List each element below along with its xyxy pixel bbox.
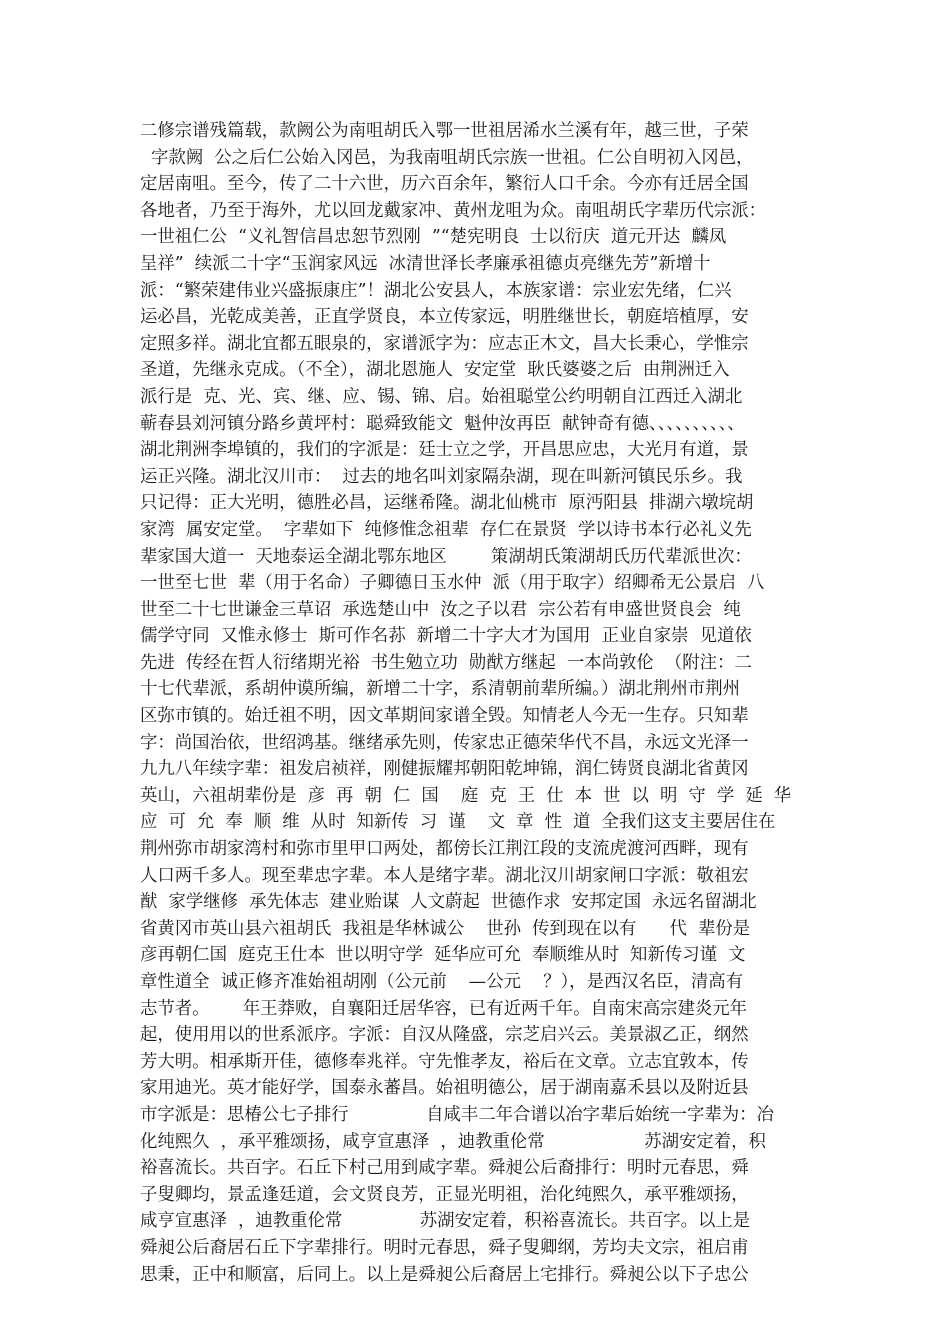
text-line: 彦再朝仁国 庭克王仕本 世以明守学 延华应可允 奉顺维从时 知新传习谨 文 (140, 945, 746, 966)
genealogy-text-body (140, 118, 820, 1288)
text-line: 裕喜流长。共百字。石丘下村己用到咸字辈。舜昶公后裔排行：明时元春思，舜 (140, 1158, 749, 1179)
text-line: 化纯熙久 ，承平雅颂扬，咸亨宣惠泽 ，迪教重伦常 苏湖安定着，积 (140, 1131, 766, 1152)
text-line: 起，使用用以的世系派序。字派：自汉从隆盛，宗芝启兴云。美景淑乙正，纲然 (140, 1025, 749, 1046)
text-line: 人口两千多人。现至辈忠字辈。本人是绪字辈。湖北汉川胡家闸口字派：敬祖宏 (140, 865, 749, 886)
text-line: 舜昶公后裔居石丘下字辈排行。明时元春思，舜子叟卿纲，芳均夫文宗，祖启甫 (140, 1237, 749, 1258)
text-line: 一世祖仁公 “义礼智信昌忠恕节烈刚 ”“楚宪明良 士以衍庆 道元开达 麟凤 (140, 227, 727, 248)
text-line: 英山，六祖胡辈份是 彦 再 朝 仁 国 庭 克 王 仕 本 世 以 明 守 学 延 华 (140, 785, 792, 806)
text-line: 字款阙 公之后仁公始入冈邑，为我南咀胡氏宗族一世祖。仁公自明初入冈邑， (140, 147, 754, 168)
text-line: 章性道全 诚正修齐准始祖胡刚（公元前 —公元 ？），是西汉名臣，清高有 (140, 972, 744, 992)
text-line: 区弥市镇的。始迁祖不明，因文革期间家谱全毁。知情老人今无一生存。只知辈 (140, 706, 749, 727)
text-line: 十七代辈派，系胡仲谟所编，新增二十字，系清朝前辈所编。）湖北荆州市荆州 (140, 679, 740, 700)
text-line: 派行是 克、光、宾、继、应、锡、锦、启。始祖聪堂公约明朝自江西迁入湖北 (140, 386, 743, 407)
text-line: 只记得：正大光明，德胜必昌，运继希隆。湖北仙桃市 原沔阳县 排湖六墩垸胡 (140, 493, 754, 514)
text-line: 家用迪光。英才能好学，国泰永蕃昌。始祖明德公，居于湖南嘉禾县以及附近县 (140, 1078, 749, 1099)
text-line: 市字派是：思椿公七子排行 自咸丰二年合谱以冶字辈后始统一字辈为：冶 (140, 1104, 774, 1125)
text-line: 咸亨宣惠泽 ，迪教重伦常 苏湖安定着，积裕喜流长。共百字。以上是 (140, 1211, 751, 1232)
text-line: 辈家国大道一 天地泰运全湖北鄂东地区 策湖胡氏策湖胡氏历代辈派世次： (140, 546, 752, 567)
text-line: 芳大明。相承斯开佳，德修奉兆祥。守先惟孝友，裕后在文章。立志宜敦本，传 (140, 1051, 749, 1072)
text-line: 志节者。 年王莽败，自襄阳迁居华容，已有近两千年。自南宋高宗建炎元年 (140, 998, 748, 1019)
text-line: 世至二十七世谦金三草诏 承选楚山中 汝之子以君 宗公若有申盛世贤良会 纯 (140, 599, 741, 620)
text-line: 一世至七世 辈（用于名命）子卿德日玉水仲 派（用于取字）绍卿希无公景启 八 (140, 573, 765, 594)
text-line: 家湾 属安定堂。 字辈如下 纯修惟念祖辈 存仁在景贤 学以诗书本行必礼义先 (140, 519, 752, 540)
text-line: 各地者，乃至于海外，尤以回龙戴家冲、黄州龙咀为众。南咀胡氏字辈历代宗派： (140, 200, 767, 221)
text-line: 子叟卿均，景孟逢廷道，会文贤良芳，正显光明祖，治化纯熙久，承平雅颂扬， (140, 1184, 749, 1205)
text-line: 定照多祥。湖北宜都五眼泉的，家谱派字为：应志正木文，昌大长秉心，学惟宗 (140, 333, 749, 354)
text-line: 应 可 允 奉 顺 维 从时 知新传 习 谨 文 章 性 道 全我们这支主要居住在 (140, 812, 776, 833)
text-line: 定居南咀。至今，传了二十六世，历六百余年，繁衍人口千余。今亦有迁居全国 (140, 174, 749, 195)
text-line: 派：“繁荣建伟业兴盛振康庄”！湖北公安县人，本族家谱：宗业宏先绪，仁兴 (140, 280, 732, 301)
text-line: 猷 家学继修 承先体志 建业贻谋 人文蔚起 世德作求 安邦定国 永远名留湖北 (140, 892, 757, 913)
text-line: 运必昌，光乾成美善，正直学贤良，本立传家远，明胜继世长，朝庭培植厚，安 (140, 307, 749, 328)
text-line: 运正兴隆。湖北汉川市： 过去的地名叫刘家隔杂湖，现在叫新河镇民乐乡。我 (140, 466, 743, 487)
text-line: 圣道，先继永克成。（不全），湖北恩施人 安定堂 耿氏婆婆之后 由荆洲迁入 (140, 360, 730, 381)
text-line: 湖北荆洲李埠镇的，我们的字派是：廷士立之学，开昌思应忠，大光月有道，景 (140, 440, 749, 461)
text-line: 二修宗谱残篇载，款阙公为南咀胡氏入鄂一世祖居浠水兰溪有年，越三世，子荣 (140, 121, 749, 141)
text-line: 呈祥” 续派二十字“玉润家风远 冰清世泽长孝廉承祖德贞亮继先芳”新增十 (140, 253, 711, 274)
text-line: 儒学守同 又惟永修士 斯可作名荪 新增二十字大才为国用 正业自家崇 见道依 (140, 626, 752, 647)
text-line: 蕲春县刘河镇分路乡黄坪村：聪舜致能文 魁仲汝再臣 献钟奇有德、、、、、、、、、、 (140, 413, 745, 434)
text-line: 思秉，正中和顺富，后同上。以上是舜昶公后裔居上宅排行。舜昶公以下子忠公 (140, 1264, 749, 1285)
text-line: 九九八年续字辈：祖发启祯祥，刚健振耀邦朝阳乾坤锦，润仁铸贤良湖北省黄冈 (140, 759, 749, 780)
text-line: 字：尚国治依，世绍鸿基。继绪承先则，传家忠正德荣华代不昌，永远文光泽一 (140, 732, 749, 753)
text-line: 省黄冈市英山县六祖胡氏 我祖是华林诚公 世孙 传到现在以有 代 辈份是 (140, 918, 751, 939)
text-line: 荆州弥市胡家湾村和弥市里甲口两处，都傍长江荆江段的支流虎渡河西畔，现有 (140, 839, 749, 860)
text-line: 先进 传经在哲人衍绪期光裕 书生勉立功 勋猷方继起 一本尚敦伦 （附注：二 (140, 652, 752, 673)
